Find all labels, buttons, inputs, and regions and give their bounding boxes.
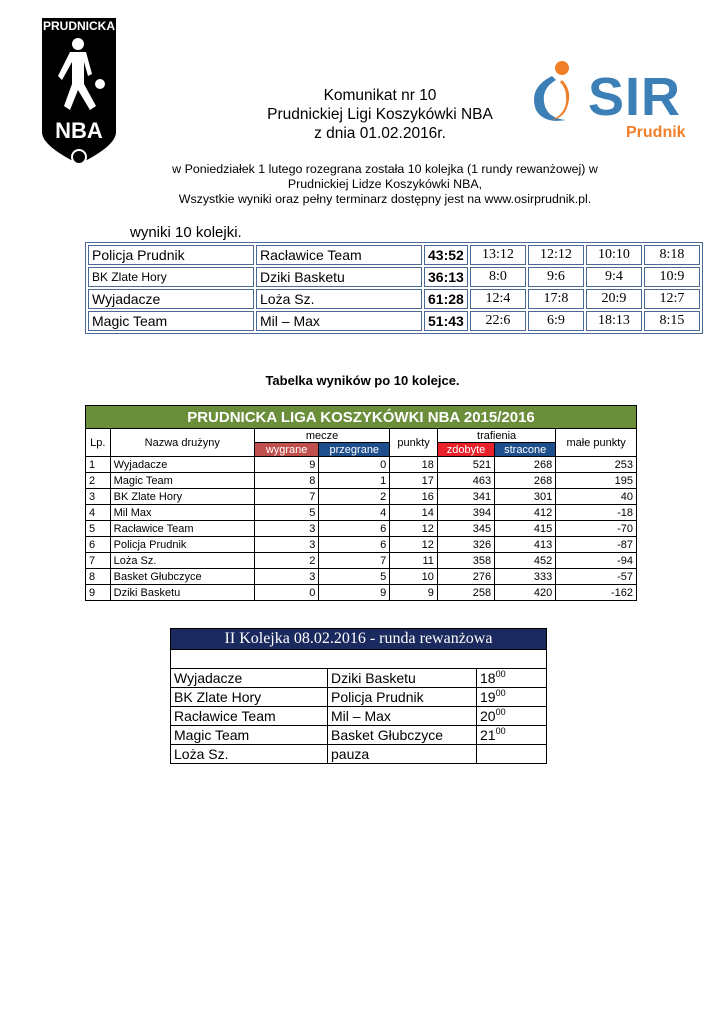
standings-cell-scored: 463 [437,473,494,489]
standings-cell-small: 40 [556,489,637,505]
next-round-away: Basket Głubczyce [328,726,477,745]
standings-cell-name: Wyjadacze [110,457,254,473]
next-round-minutes: 00 [495,707,506,717]
standings-cell-name: Magic Team [110,473,254,489]
standings-cell-pts: 17 [390,473,438,489]
next-round-time [477,726,547,745]
next-round-hour: 19 [480,689,496,705]
header-small-points: małe punkty [556,429,637,457]
standings-cell-name: Basket Głubczyce [110,569,254,585]
result-row [88,311,700,331]
result-row [88,245,700,265]
results-label: wyniki 10 kolejki. [130,224,242,241]
result-quarter: 9:6 [528,267,584,287]
next-round-home: Racławice Team [171,707,328,726]
standings-cell-lost: 301 [495,489,556,505]
next-round-hour: 18 [480,670,496,686]
standings-cell-l: 4 [319,505,390,521]
standings-cell-scored: 341 [437,489,494,505]
standings-cell-w: 3 [254,569,319,585]
header-scored: zdobyte [437,443,494,457]
header-losses: przegrane [319,443,390,457]
standings-cell-scored: 345 [437,521,494,537]
standings-row [86,537,637,553]
standings-cell-w: 0 [254,585,319,601]
title-line-3: z dnia 01.02.2016r. [314,125,446,142]
next-round-away: Policja Prudnik [328,688,477,707]
standings-cell-lost: 415 [495,521,556,537]
result-home-team: Policja Prudnik [88,245,254,265]
standings-cell-l: 6 [319,537,390,553]
result-score: 43:52 [424,245,468,265]
standings-cell-pts: 12 [390,537,438,553]
standings-cell-scored: 394 [437,505,494,521]
result-quarter: 10:10 [586,245,642,265]
title-line-1: Komunikat nr 10 [323,87,437,104]
result-score: 51:43 [424,311,468,331]
intro-line-2: Prudnickiej Lidze Koszykówki NBA, [287,177,483,191]
standings-cell-scored: 326 [437,537,494,553]
standings-cell-small: 253 [556,457,637,473]
next-round-hour: 21 [480,727,496,743]
standings-row [86,473,637,489]
result-quarter: 12:7 [644,289,700,309]
standings-cell-lp: 5 [86,521,111,537]
standings-cell-pts: 18 [390,457,438,473]
standings-cell-small: -57 [556,569,637,585]
standings-cell-name: Loża Sz. [110,553,254,569]
standings-cell-small: -70 [556,521,637,537]
header-points: punkty [390,429,438,457]
standings-cell-pts: 16 [390,489,438,505]
next-round-minutes: 00 [495,669,506,679]
header-hits: trafienia [437,429,555,443]
standings-cell-small: -87 [556,537,637,553]
standings-cell-name: BK Zlate Hory [110,489,254,505]
result-quarter: 9:4 [586,267,642,287]
next-round-hour: 20 [480,708,496,724]
standings-cell-lp: 4 [86,505,111,521]
header-team-name: Nazwa drużyny [110,429,254,457]
result-quarter: 12:4 [470,289,526,309]
intro-line-1: w Poniedziałek 1 lutego rozegrana została 10 kolejka (1 rundy rewanżowej) w [172,162,598,176]
result-quarter: 10:9 [644,267,700,287]
standings-table [85,405,637,601]
next-round-home: BK Zlate Hory [171,688,328,707]
sir-logo-text: SIR [588,67,682,127]
result-home-team: BK Zlate Hory [88,267,254,287]
result-quarter: 12:12 [528,245,584,265]
standings-banner: PRUDNICKA LIGA KOSZYKÓWKI NBA 2015/2016 [86,406,637,429]
next-round-spacer [171,650,547,669]
standings-cell-l: 6 [319,521,390,537]
title-line-2: Prudnickiej Ligi Koszykówki NBA [267,106,493,123]
standings-row [86,585,637,601]
standings-cell-scored: 276 [437,569,494,585]
result-quarter: 13:12 [470,245,526,265]
next-round-time [477,745,547,764]
next-round-minutes: 00 [495,688,506,698]
standings-cell-l: 7 [319,553,390,569]
standings-cell-lp: 9 [86,585,111,601]
standings-cell-scored: 521 [437,457,494,473]
standings-cell-small: -94 [556,553,637,569]
result-row [88,267,700,287]
next-round-banner: II Kolejka 08.02.2016 - runda rewanżowa [171,629,547,650]
result-home-team: Magic Team [88,311,254,331]
standings-cell-l: 9 [319,585,390,601]
result-away-team: Racławice Team [256,245,422,265]
next-round-time [477,707,547,726]
standings-row [86,457,637,473]
standings-cell-lost: 333 [495,569,556,585]
next-round-home: Loża Sz. [171,745,328,764]
standings-cell-small: -18 [556,505,637,521]
next-round-row [171,707,547,726]
standings-cell-lost: 413 [495,537,556,553]
standings-cell-scored: 258 [437,585,494,601]
standings-cell-pts: 10 [390,569,438,585]
standings-cell-lost: 268 [495,473,556,489]
standings-cell-l: 2 [319,489,390,505]
next-round-away: Mil – Max [328,707,477,726]
standings-cell-lost: 452 [495,553,556,569]
standings-cell-l: 0 [319,457,390,473]
standings-cell-lp: 7 [86,553,111,569]
sir-logo-subtext: Prudnik [626,124,686,141]
result-quarter: 6:9 [528,311,584,331]
standings-cell-name: Dziki Basketu [110,585,254,601]
standings-cell-w: 5 [254,505,319,521]
standings-cell-w: 7 [254,489,319,505]
header-wins: wygrane [254,443,319,457]
standings-row [86,489,637,505]
standings-cell-small: 195 [556,473,637,489]
next-round-row [171,669,547,688]
header-lost: stracone [495,443,556,457]
standings-cell-lost: 420 [495,585,556,601]
result-score: 36:13 [424,267,468,287]
next-round-time [477,688,547,707]
result-quarter: 22:6 [470,311,526,331]
result-row [88,289,700,309]
standings-cell-scored: 358 [437,553,494,569]
standings-cell-lost: 412 [495,505,556,521]
next-round-away: Dziki Basketu [328,669,477,688]
standings-cell-l: 5 [319,569,390,585]
next-round-home: Wyjadacze [171,669,328,688]
results-table [85,242,703,334]
standings-row [86,505,637,521]
standings-cell-name: Mil Max [110,505,254,521]
logo-top-text: PRUDNICKA [43,19,115,33]
standings-cell-w: 2 [254,553,319,569]
standings-cell-pts: 9 [390,585,438,601]
intro-line-3: Wszystkie wyniki oraz pełny terminarz dostępny jest na www.osirprudnik.pl. [178,192,592,206]
standings-row [86,569,637,585]
standings-cell-w: 3 [254,537,319,553]
standings-row [86,553,637,569]
next-round-row [171,688,547,707]
next-round-row [171,726,547,745]
result-quarter: 8:0 [470,267,526,287]
standings-cell-lp: 1 [86,457,111,473]
next-round-time [477,669,547,688]
announcement-title [235,86,525,143]
next-round-row [171,745,547,764]
standings-cell-lp: 3 [86,489,111,505]
header-matches: mecze [254,429,389,443]
result-quarter: 8:15 [644,311,700,331]
standings-cell-w: 8 [254,473,319,489]
standings-cell-w: 3 [254,521,319,537]
next-round-minutes: 00 [495,726,506,736]
standings-cell-pts: 12 [390,521,438,537]
osir-prudnik-logo [522,58,702,142]
result-away-team: Mil – Max [256,311,422,331]
next-round-table [170,628,547,764]
result-quarter: 17:8 [528,289,584,309]
standings-cell-l: 1 [319,473,390,489]
result-quarter: 18:13 [586,311,642,331]
result-away-team: Dziki Basketu [256,267,422,287]
standings-row [86,521,637,537]
standings-caption: Tabelka wyników po 10 kolejce. [265,373,460,388]
standings-cell-lp: 8 [86,569,111,585]
header-lp: Lp. [86,429,111,457]
standings-cell-small: -162 [556,585,637,601]
standings-cell-lost: 268 [495,457,556,473]
prudnicka-nba-logo [40,14,118,170]
standings-cell-lp: 6 [86,537,111,553]
result-away-team: Loża Sz. [256,289,422,309]
intro-text [140,162,630,207]
result-home-team: Wyjadacze [88,289,254,309]
standings-cell-lp: 2 [86,473,111,489]
next-round-home: Magic Team [171,726,328,745]
standings-cell-w: 9 [254,457,319,473]
result-quarter: 20:9 [586,289,642,309]
result-score: 61:28 [424,289,468,309]
standings-cell-pts: 14 [390,505,438,521]
result-quarter: 8:18 [644,245,700,265]
standings-cell-name: Policja Prudnik [110,537,254,553]
next-round-away: pauza [328,745,477,764]
logo-bottom-text: NBA [55,118,103,143]
standings-cell-pts: 11 [390,553,438,569]
standings-cell-name: Racławice Team [110,521,254,537]
